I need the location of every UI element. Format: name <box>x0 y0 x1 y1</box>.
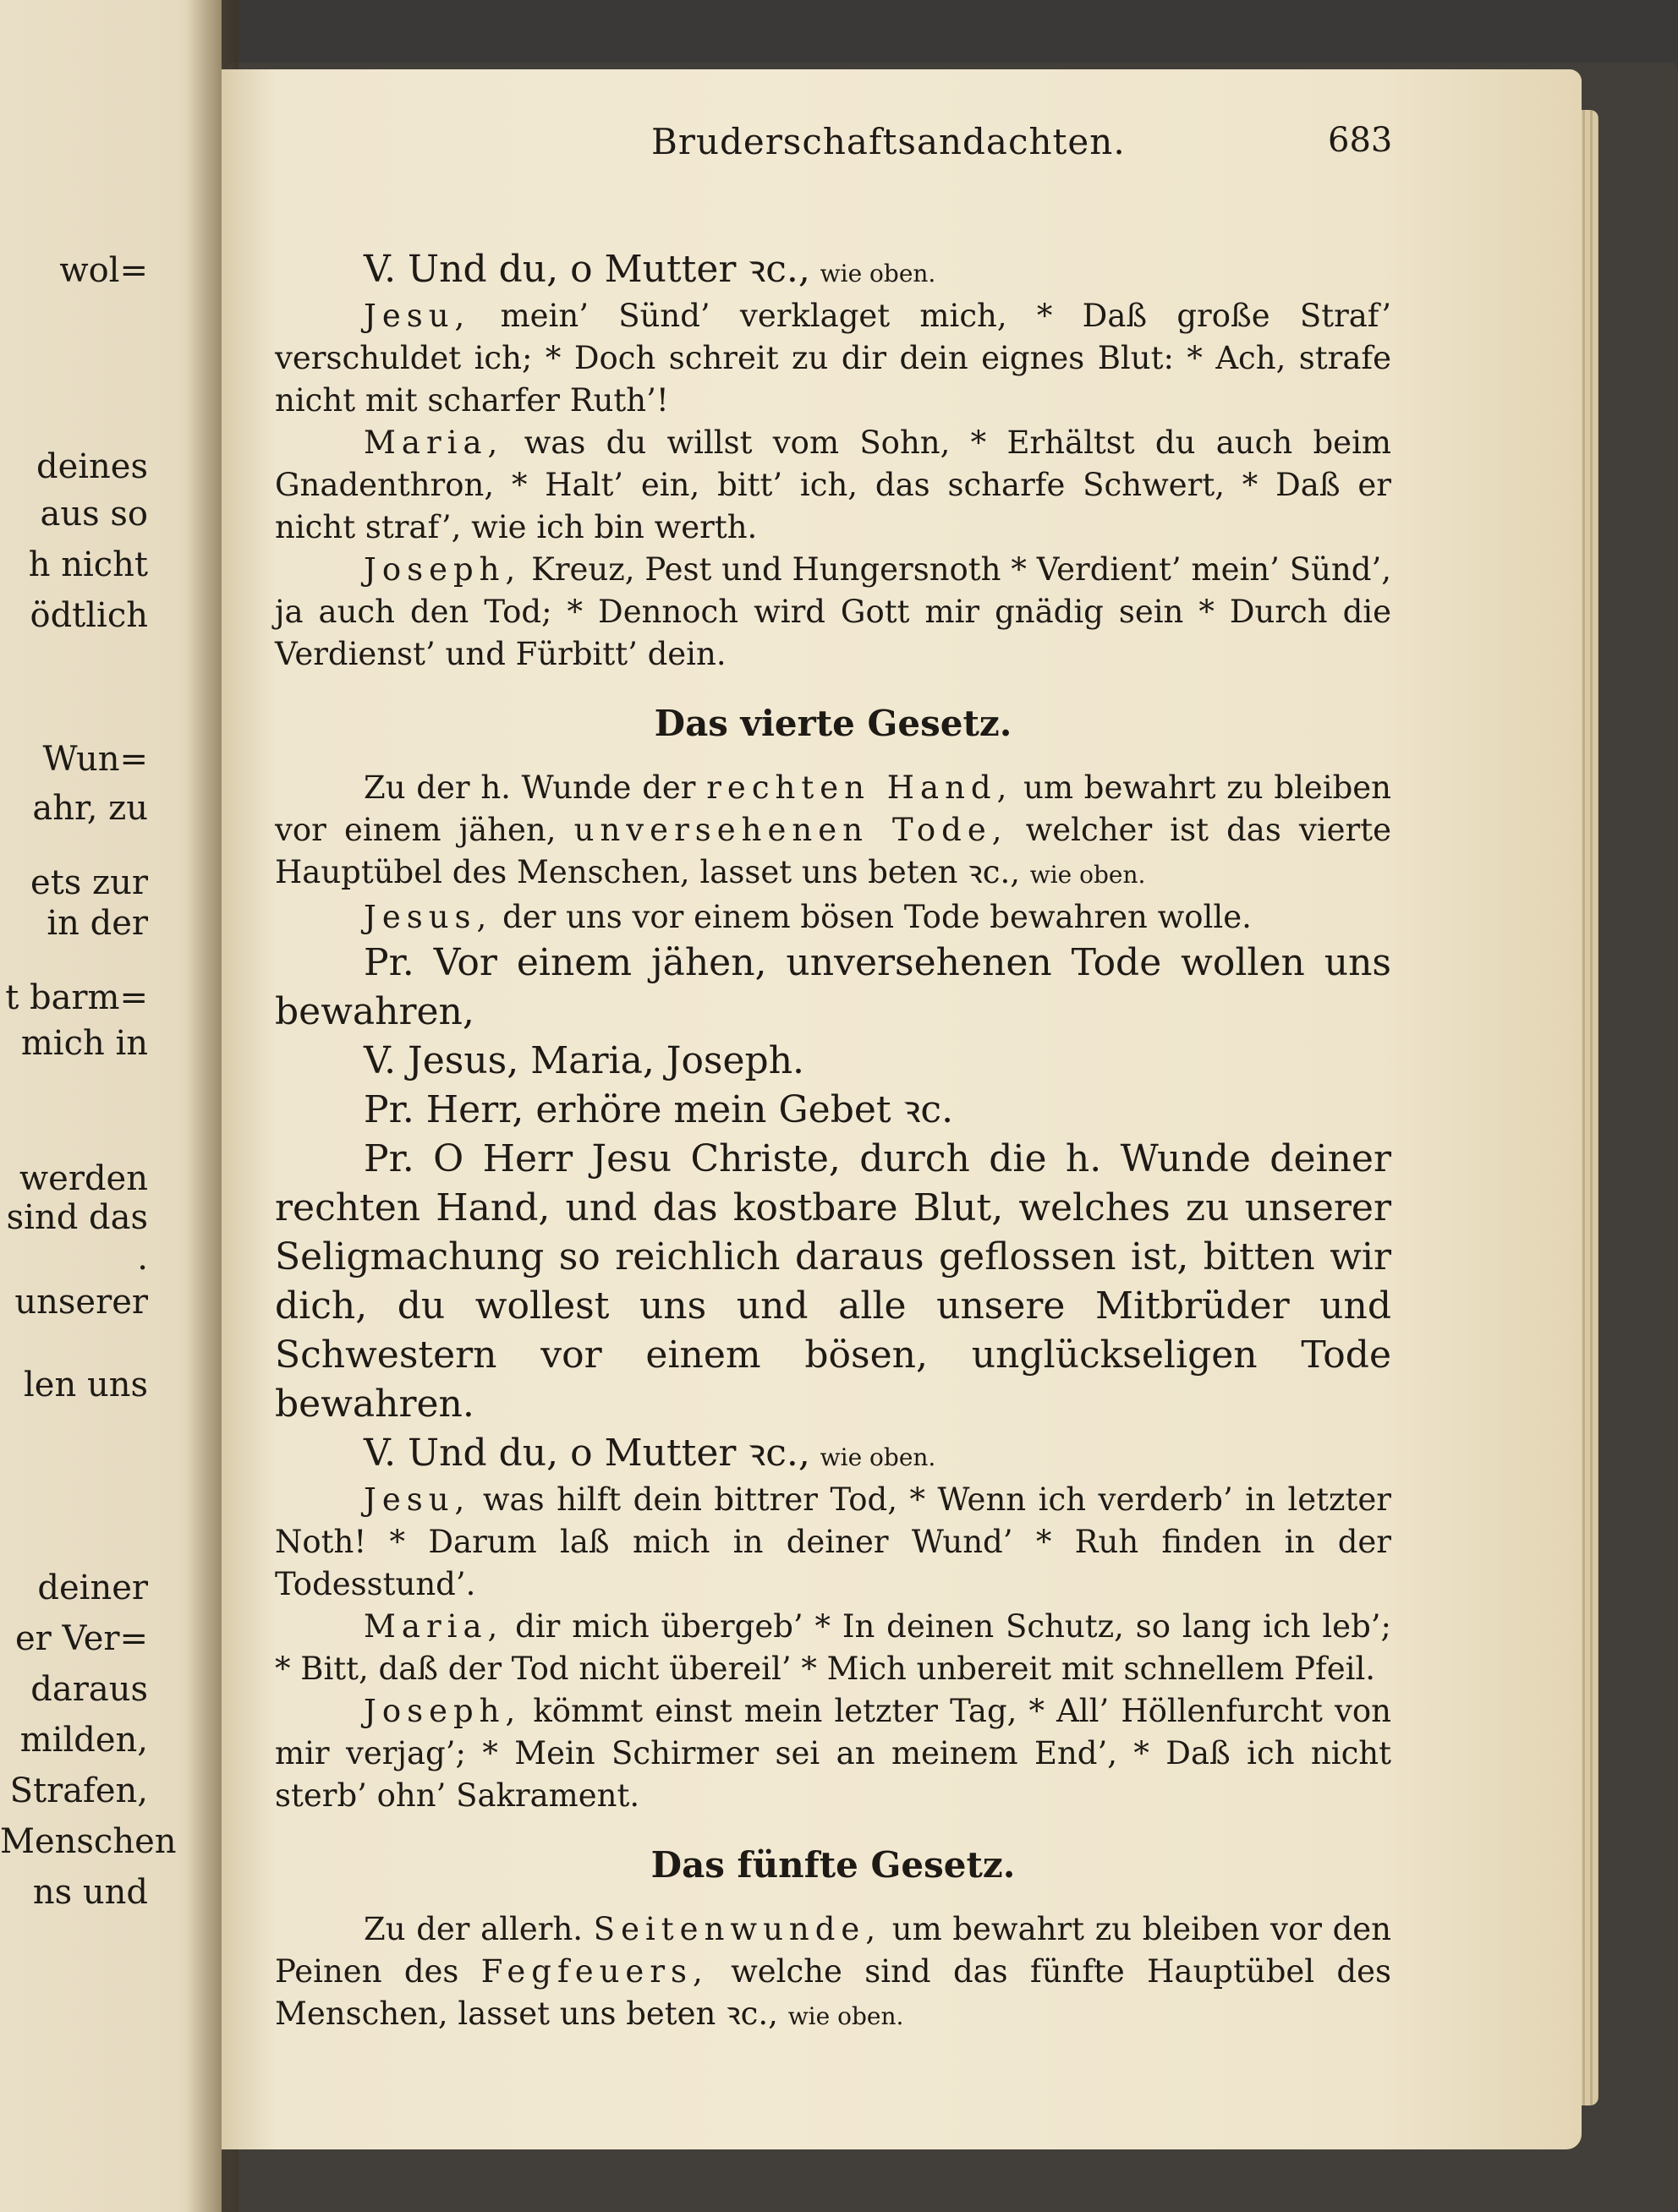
left-page-fragment: Strafen, <box>9 1771 148 1810</box>
invocation-name: Joseph, <box>364 551 522 588</box>
page-body <box>275 245 1391 2038</box>
versicle-text: V. Und du, o Mutter ꝛc., <box>364 248 810 291</box>
left-page-fragment: mich in <box>20 1024 148 1063</box>
verse-text: kömmt einst mein letzter Tag, * All’ Höllenfurcht von mir verjag’; * Mein Schirmer sei an meinem End’, * Daß ich nicht sterb’ ohn’ Sakrament. <box>275 1693 1391 1814</box>
prayer-verse <box>275 1479 1391 1606</box>
left-page-fragment: Menschen <box>0 1822 177 1861</box>
invocation-name: Maria, <box>364 424 504 461</box>
prayer-verse <box>275 549 1391 676</box>
emphasized-text: Seitenwunde, <box>593 1911 882 1947</box>
versicle <box>275 245 1391 295</box>
rubric-note: wie oben. <box>820 1443 936 1471</box>
running-title: Bruderschaftsandachten. <box>651 121 1126 162</box>
left-page-fragment: in der <box>47 904 148 943</box>
priest-line: Pr. Herr, erhöre mein Gebet ꝛc. <box>364 1088 954 1131</box>
rubric-note: wie oben. <box>1029 861 1146 889</box>
prayer-verse <box>275 422 1391 549</box>
invocation-name: Jesus, <box>364 899 493 935</box>
left-page-fragment: t barm= <box>5 978 148 1017</box>
left-page-fragment: ahr, zu <box>32 789 148 828</box>
left-page-fragment: deines <box>36 447 148 486</box>
emphasized-text: rechten Hand, <box>706 769 1013 806</box>
section-heading: Das vierte Gesetz. <box>654 703 1012 744</box>
left-page-fragment: ets zur <box>30 863 148 902</box>
rubric-note: wie oben. <box>787 2002 904 2030</box>
section-heading: Das fünfte Gesetz. <box>650 1844 1016 1886</box>
intention-text: Zu der h. Wunde der <box>364 769 696 806</box>
verse-text: dir mich übergeb’ * In deinen Schutz, so lang ich leb’; * Bitt, daß der Tod nicht übereil’ * Mich unbereit mit schnellem Pfeil. <box>275 1608 1391 1687</box>
versicle <box>275 1429 1391 1479</box>
left-page-fragment: wol= <box>59 251 148 290</box>
invocation-name: Jesu, <box>364 1481 471 1518</box>
left-page-fragment: h nicht <box>28 545 148 584</box>
intention-text: um bewahrt zu bleiben vor den Peinen des <box>275 1911 1391 1990</box>
page-header <box>0 121 1678 172</box>
intention-text: Zu der allerh. <box>364 1911 584 1947</box>
prayer-verse <box>275 295 1391 422</box>
rubric-note: wie oben. <box>820 260 936 287</box>
left-page-fragment: aus so <box>40 495 148 534</box>
intention-text: welcher ist das vierte Hauptübel des Menschen, lasset uns beten ꝛc., <box>275 812 1392 890</box>
emphasized-text: Fegfeuers, <box>480 1953 709 1990</box>
prayer-verse <box>275 1606 1391 1690</box>
prayer-verse <box>275 896 1391 939</box>
verse-text: Kreuz, Pest und Hungersnoth * Verdient’ mein’ Sünd’, ja auch den Tod; * Dennoch wird Gott mir gnädig sein * Durch die Verdienst’ und Fürbitt’ dein. <box>275 551 1392 672</box>
prayer-verse <box>275 1690 1391 1817</box>
invocation-name: Joseph, <box>364 1693 522 1729</box>
emphasized-text: unversehenen Tode, <box>573 812 1008 848</box>
invocation-name: Maria, <box>364 1608 504 1645</box>
intention-paragraph <box>275 1908 1391 2038</box>
left-page-fragment: unserer <box>14 1283 148 1322</box>
intention-text: welche sind das fünfte Hauptübel des Menschen, lasset uns beten ꝛc., <box>275 1953 1392 2032</box>
verse-text: mein’ Sünd’ verklaget mich, * Daß große Straf’ verschuldet ich; * Doch schreit zu dir dein eignes Blut: * Ach, strafe nicht mit scharfer Ruth’! <box>275 298 1391 419</box>
left-page-fragment: er Ver= <box>14 1619 148 1658</box>
verse-text: was du willst vom Sohn, * Erhältst du auch beim Gnadenthron, * Halt’ ein, bitt’ ich, das scharfe Schwert, * Daß er nicht straf’, wie ich bin werth. <box>275 424 1391 545</box>
left-page-fragment: len uns <box>24 1366 148 1404</box>
versicle-text: V. Und du, o Mutter ꝛc., <box>364 1432 810 1475</box>
invocation-name: Jesu, <box>364 298 471 334</box>
left-page-fragment: milden, <box>19 1721 148 1760</box>
priest-prayer: Pr. O Herr Jesu Christe, durch die h. Wunde deiner rechten Hand, und das kostbare Blut, welches zu unserer Seligmachung so reichlich daraus geflossen ist, bitten wir dich, du wollest uns und alle unsere Mitbrüder und Schwestern vor einem bösen, unglückseligen Tode bewahren. <box>275 1137 1391 1426</box>
left-page-fragment: werden <box>19 1159 148 1198</box>
intention-text: um bewahrt zu bleiben vor einem jähen, <box>275 769 1391 848</box>
left-page-fragment: . <box>137 1239 148 1278</box>
versicle: V. Jesus, Maria, Joseph. <box>364 1039 805 1082</box>
left-page-fragment: sind das <box>6 1198 148 1237</box>
verse-text: was hilft dein bittrer Tod, * Wenn ich verderb’ in letzter Noth! * Darum laß mich in deiner Wund’ * Ruh finden in der Todesstund’. <box>275 1481 1391 1602</box>
left-page-fragment: ödtlich <box>30 596 148 635</box>
priest-line: Pr. Vor einem jähen, unversehenen Tode wollen uns bewahren, <box>275 941 1391 1033</box>
page-number: 683 <box>1328 121 1393 160</box>
left-page-fragment: deiner <box>37 1569 148 1607</box>
left-page-fragment: daraus <box>30 1670 148 1709</box>
left-page-fragment: ns und <box>32 1873 148 1912</box>
verse-text: der uns vor einem bösen Tode bewahren wolle. <box>502 899 1252 935</box>
intention-paragraph <box>275 767 1391 896</box>
left-page-fragment: Wun= <box>42 740 148 779</box>
